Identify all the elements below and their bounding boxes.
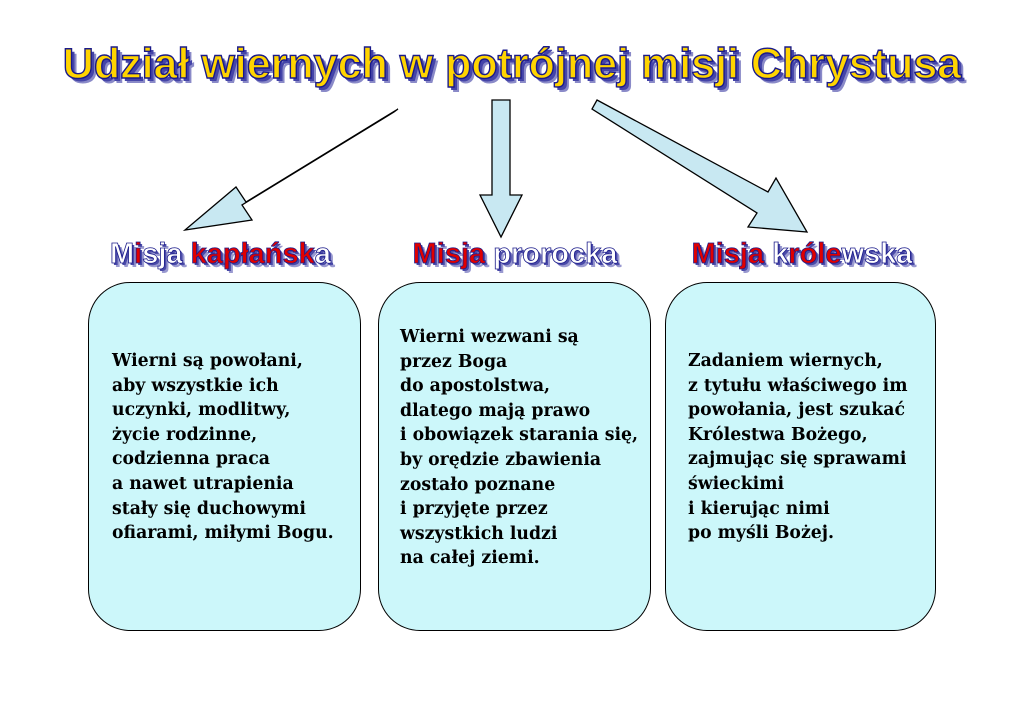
heading-part: róle — [788, 238, 842, 270]
heading-part: wska — [841, 238, 913, 270]
heading-part: i — [134, 238, 143, 270]
heading-part: Misja — [691, 238, 765, 270]
box-text-kaplanska: Wierni są powołani, aby wszystkie ich uczynki, modlitwy, życie rodzinne, codzienna praca a nawet utrapienia stały się duchowymi ofiarami, miłymi Bogu. — [112, 351, 334, 544]
heading-prorocka — [412, 238, 618, 282]
heading-part: sja — [142, 238, 191, 270]
box-text-krolewska: Zadaniem wiernych, z tytułu właściwego im powołania, jest szukać Królestwa Bożego, zajmując się sprawami świeckimi i kierując nimi po myśli Bożej. — [688, 351, 908, 544]
heading-part: Misja — [412, 238, 486, 270]
heading-krolewska — [690, 238, 914, 282]
left-arrow — [185, 109, 398, 230]
page-title: Udział wiernych w potrójnej misji Chrystusa — [62, 40, 962, 88]
heading-part: prorocka — [485, 238, 618, 270]
heading-part: M — [110, 238, 135, 270]
heading-kaplanska — [110, 238, 330, 282]
center-arrow — [480, 100, 522, 237]
right-arrow — [592, 100, 807, 232]
heading-part: a — [314, 238, 331, 270]
heading-part: kapłańsk — [190, 238, 315, 270]
heading-part: k — [764, 238, 789, 270]
box-text-prorocka: Wierni wezwani są przez Boga do apostolstwa, dlatego mają prawo i obowiązek starania się, by orędzie zbawienia zostało poznane i przyjęte przez wszystkich ludzi na całej ziemi. — [400, 327, 639, 569]
